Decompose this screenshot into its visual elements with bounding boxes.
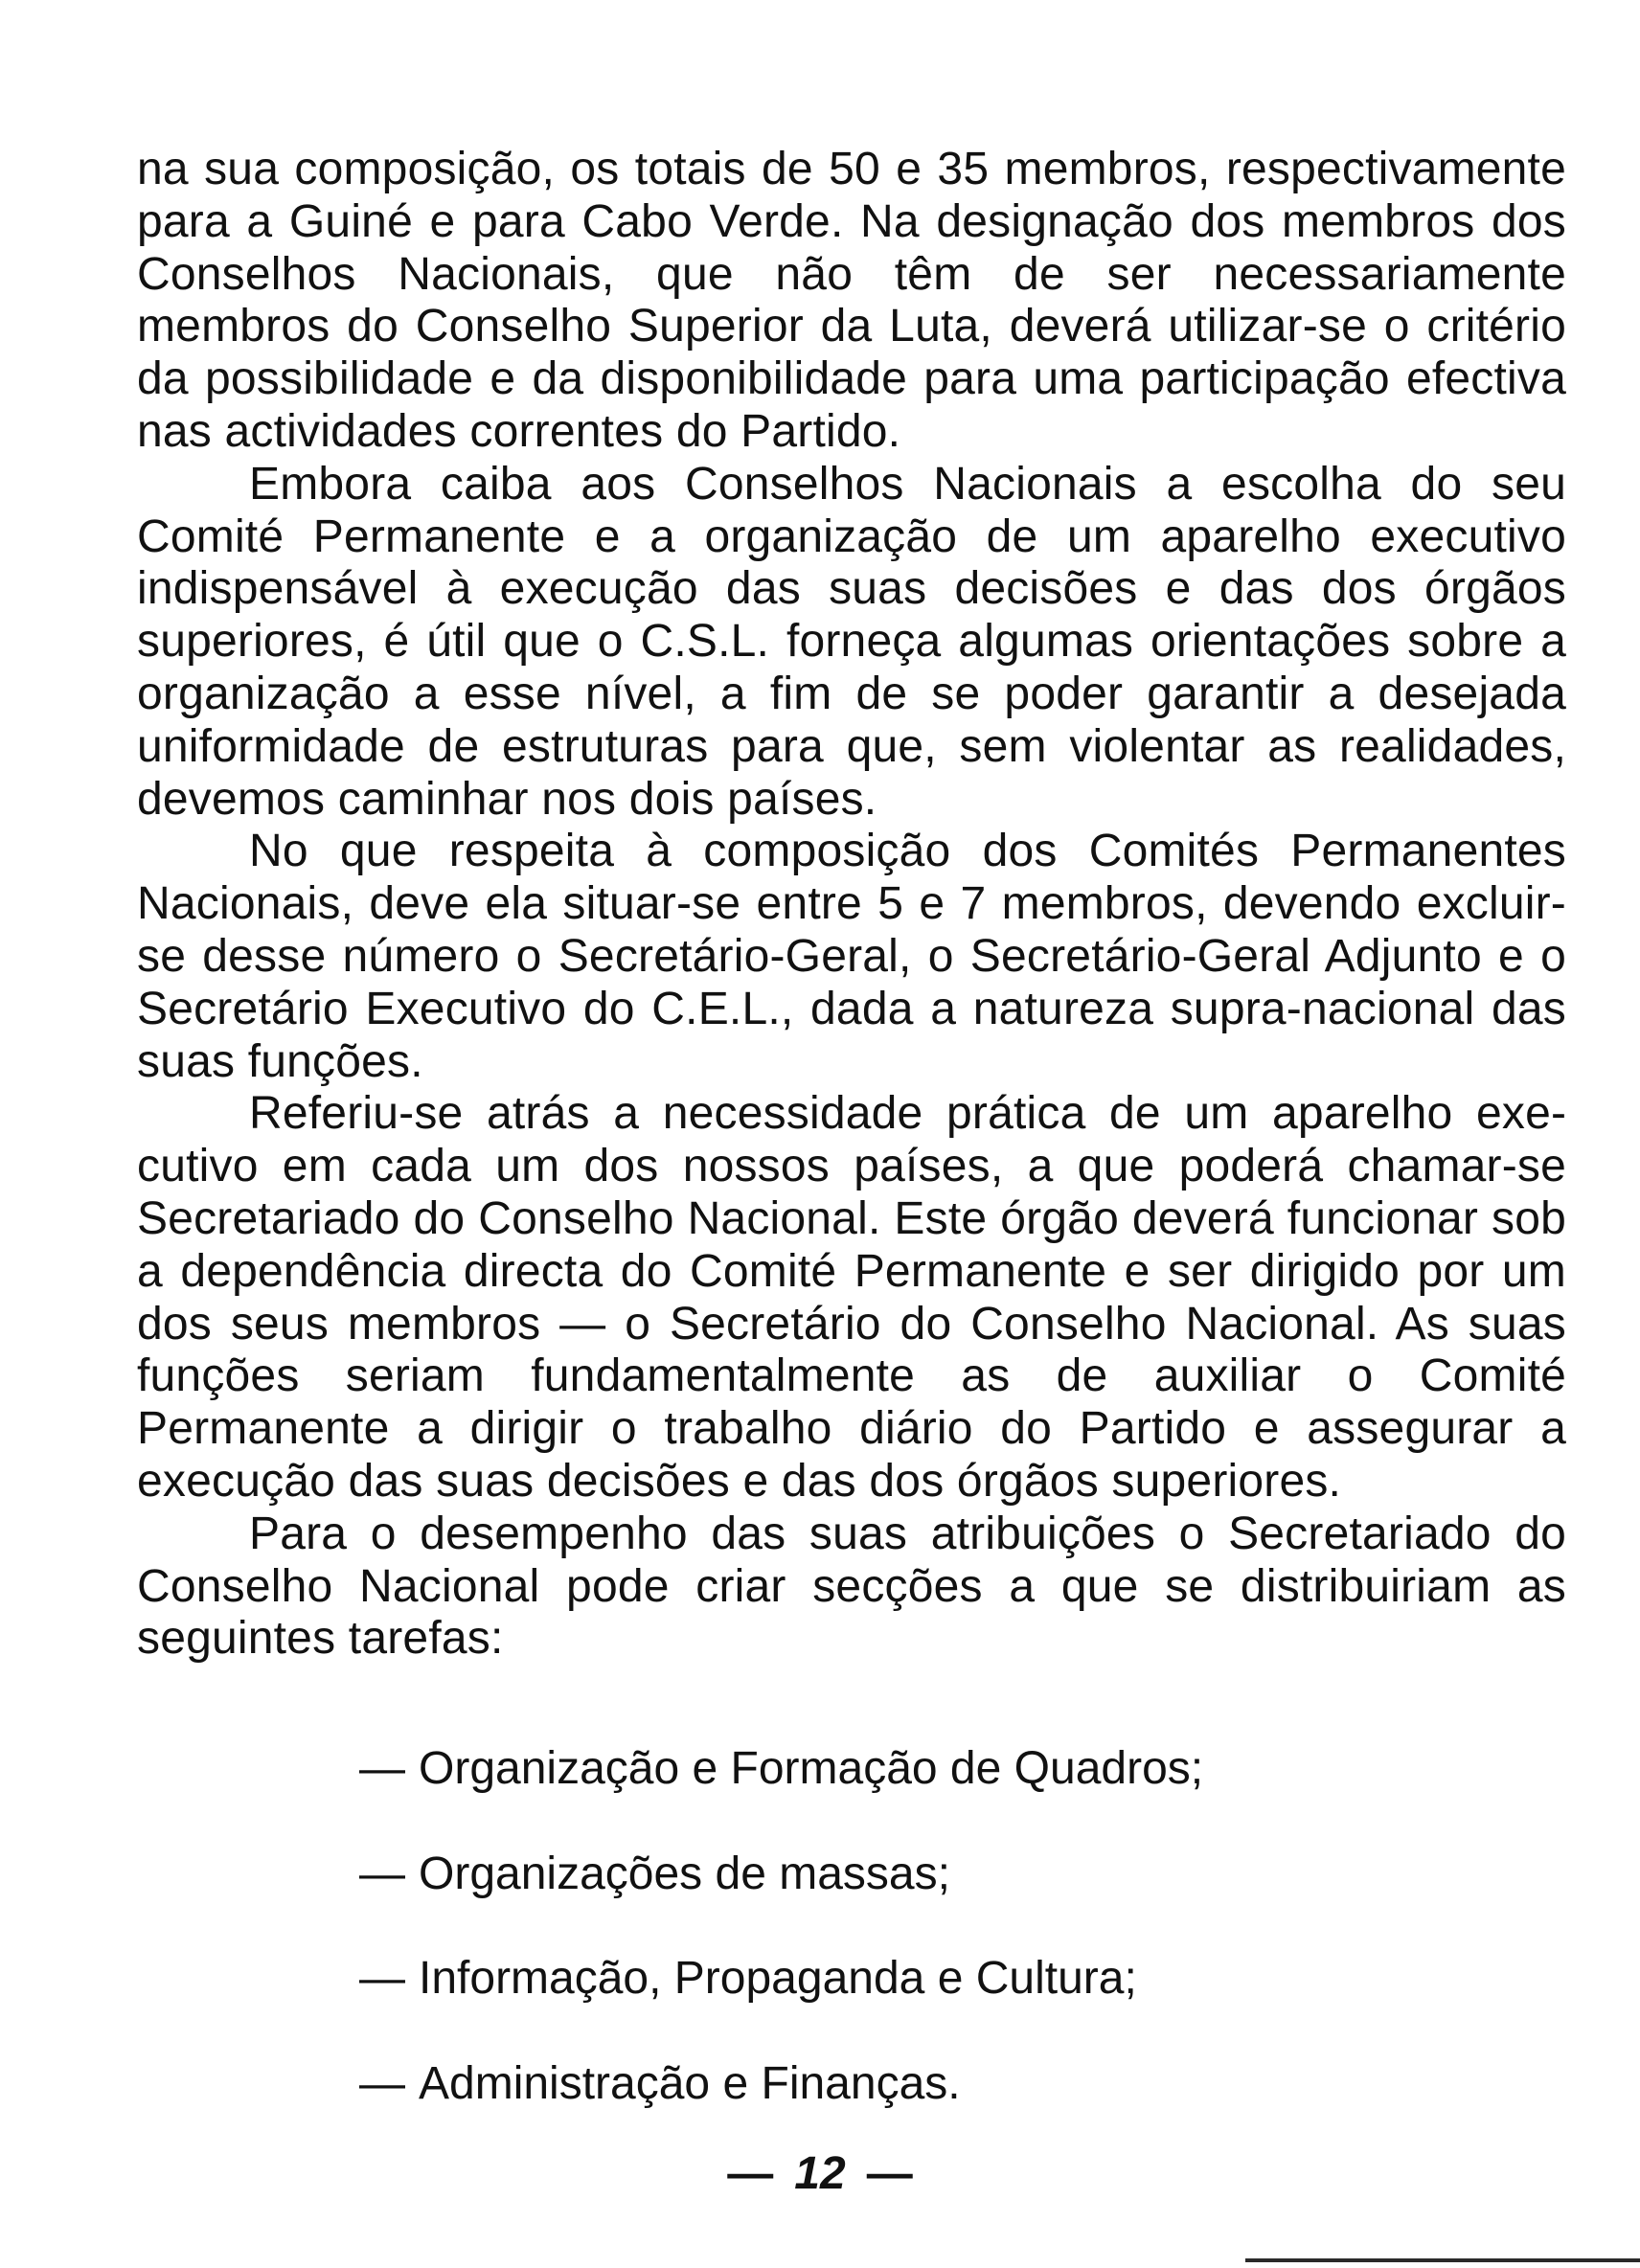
paragraph-3: No que respeita à composição dos Comités Permanentes Nacionais, deve ela situar-se entre 5 e 7 membros, devendo excluir-se desse número o Secretário-Geral, o Secretário-Geral Adjunto e o Secretário Executivo do C.E.L., dada a natureza supra-nacional das suas funções. [137,826,1566,1087]
task-dash: — [359,1848,405,1899]
page-number-left-dash: — [727,2148,774,2199]
task-dash: — [359,2057,405,2109]
task-label: Organização e Formação de Quadros; [419,1743,1204,1794]
paragraph-2: Embora caiba aos Conselhos Nacionais a escolha do seu Comité Permanente e a organização de um aparelho executivo indispensável à execução das suas decisões e das dos órgãos superiores, é útil que o C.S.L. forneça algumas orientações sobre a organização a esse nível, a fim de se poder garantir a desejada uniformidade de estruturas para que, sem violentar as realidades, devemos caminhar nos dois países. [137,458,1566,825]
paragraph-5: Para o desempenho das suas atribuições o Secretariado do Conselho Nacional pode criar secções a que se distribuiriam as seguintes tarefas: [137,1508,1566,1665]
task-item [359,1848,1203,1900]
page-number-right-dash: — [866,2148,913,2199]
page-number-value: 12 [794,2148,846,2199]
task-item [359,2058,1203,2110]
task-label: Administração e Finanças. [419,2057,961,2109]
task-list [359,1743,1203,2163]
task-dash: — [359,1953,405,2004]
task-dash: — [359,1743,405,1794]
paragraph-1: na sua composição, os totais de 50 e 35 membros, respectivamente para a Guiné e para Cabo Verde. Na designação dos membros dos Conselhos Nacionais, que não têm de ser necessariamente membros do Conselho Superior da Luta, deverá utilizar-se o critério da possibilidade e da disponibilidade para uma participação efectiva nas actividades correntes do Partido. [137,144,1566,457]
page-number [0,2148,1640,2200]
task-item [359,1953,1203,2005]
body-text [137,144,1566,1666]
scan-edge-line [1245,2258,1640,2262]
task-item [359,1743,1203,1795]
paragraph-4: Referiu-se atrás a necessidade prática de um aparelho executivo em cada um dos nossos países, a que poderá chamar-se Secretariado do Conselho Nacional. Este órgão deverá funcionar sob a dependência directa do Comité Permanente e ser dirigido por um dos seus membros — o Secretário do Conselho Nacional. As suas funções seriam fundamentalmente as de auxiliar o Comité Permanente a dirigir o trabalho diário do Partido e assegurar a execução das suas decisões e das dos órgãos superiores. [137,1088,1566,1507]
task-label: Informação, Propaganda e Cultura; [419,1953,1137,2004]
task-label: Organizações de massas; [419,1848,950,1899]
